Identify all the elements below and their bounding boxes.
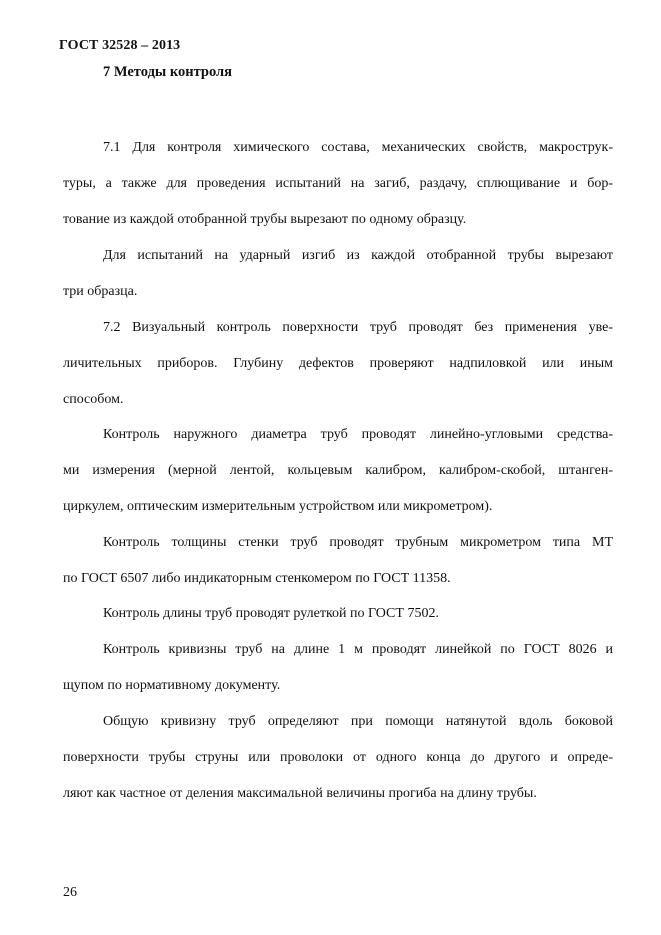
text-line: ми измерения (мерной лентой, кольцевым калибром, калибром-скобой, штанген-: [63, 463, 613, 478]
text-line: Контроль толщины стенки труб проводят трубным микрометром типа МТ: [103, 535, 613, 550]
text-line: поверхности трубы струны или проволоки от одного конца до другого и опреде-: [63, 750, 613, 765]
text-line: щупом по нормативному документу.: [63, 678, 281, 693]
text-line: 7.2 Визуальный контроль поверхности труб проводят без применения уве-: [103, 320, 613, 335]
text-line: три образца.: [63, 284, 138, 299]
standard-header: ГОСТ 32528 – 2013: [59, 38, 181, 53]
text-line: Контроль кривизны труб на длине 1 м проводят линейкой по ГОСТ 8026 и: [103, 642, 613, 657]
text-line: личительных приборов. Глубину дефектов проверяют надпиловкой или иным: [63, 356, 613, 371]
section-title: 7 Методы контроля: [103, 64, 233, 80]
text-line: 7.1 Для контроля химического состава, механических свойств, макрострук-: [103, 140, 613, 155]
text-line: Общую кривизну труб определяют при помощи натянутой вдоль боковой: [103, 714, 613, 729]
text-line: тование из каждой отобранной трубы вырезают по одному образцу.: [63, 212, 467, 227]
text-line: ляют как частное от деления максимальной величины прогиба на длину трубы.: [63, 786, 537, 801]
text-line: Контроль длины труб проводят рулеткой по ГОСТ 7502.: [103, 606, 439, 621]
text-line: Контроль наружного диаметра труб проводят линейно-угловыми средства-: [103, 427, 613, 442]
text-line: Для испытаний на ударный изгиб из каждой отобранной трубы вырезают: [103, 248, 613, 263]
page-number: 26: [63, 885, 77, 900]
text-line: способом.: [63, 392, 124, 407]
text-line: циркулем, оптическим измерительным устройством или микрометром).: [63, 499, 493, 514]
text-line: по ГОСТ 6507 либо индикаторным стенкомером по ГОСТ 11358.: [63, 571, 451, 586]
text-line: туры, а также для проведения испытаний на загиб, раздачу, сплющивание и бор-: [63, 176, 613, 191]
